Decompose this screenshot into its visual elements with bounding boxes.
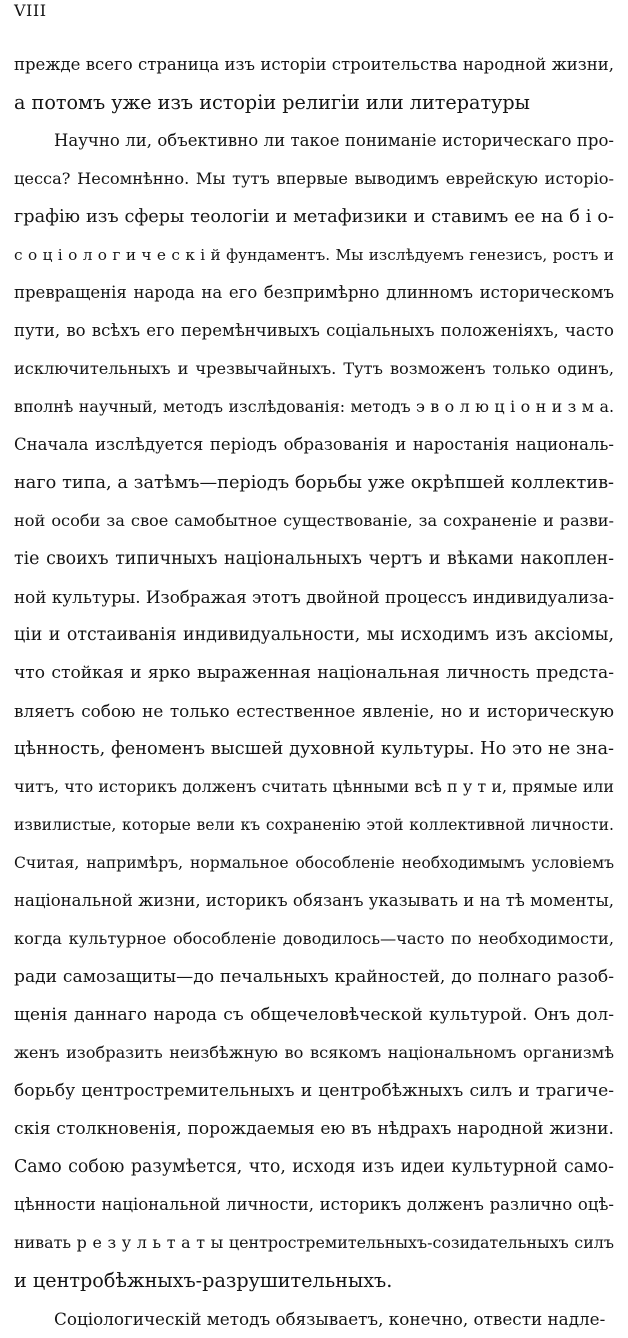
text-line: женъ изобразить неизбѣжную во всякомъ національномъ организмѣ [14, 1043, 614, 1062]
text-line: наго типа, а затѣмъ—періодъ борьбы уже окрѣпшей коллектив- [14, 473, 614, 493]
text-line: борьбу центростремительныхъ и центробѣжныхъ силъ и трагиче- [14, 1081, 614, 1101]
text-line: скія столкновенія, порождаемыя ею въ нѣдрахъ народной жизни. [14, 1119, 614, 1139]
text-line: Само собою разумѣется, что, исходя изъ идеи культурной само- [14, 1157, 614, 1177]
text-line: а потомъ уже изъ исторіи религіи или литературы [14, 91, 530, 114]
text-line: Сначала изслѣдуется періодъ образованія и наростанія националь- [14, 435, 614, 454]
text-line: цѣнности національной личности, историкъ долженъ различно оцѣ- [14, 1195, 614, 1214]
text-line: прежде всего страница изъ исторіи строительства народной жизни, [14, 55, 614, 74]
text-block [14, 46, 614, 1338]
text-line: щенія даннаго народа съ общечеловѣческой культурой. Онъ дол- [14, 1005, 614, 1025]
text-line: Считая, напримѣръ, нормальное обособленіе необходимымъ условіемъ [14, 854, 614, 872]
text-line: с о ц і о л о г и ч е с к і й фундаментъ. Мы изслѣдуемъ генезисъ, ростъ и [14, 246, 614, 264]
text-line: ной культуры. Изображая этотъ двойной процессъ индивидуализа- [14, 587, 614, 607]
text-line: и центробѣжныхъ-разрушительныхъ. [14, 1269, 393, 1292]
text-line: что стойкая и ярко выраженная національная личность предста- [14, 663, 614, 683]
text-line: читъ, что историкъ долженъ считать цѣнными всѣ п у т и, прямые или [14, 777, 614, 796]
text-line: графію изъ сферы теологіи и метафизики и ставимъ ее на б і о- [14, 207, 614, 227]
text-line: превращенія народа на его безпримѣрно длинномъ историческомъ [14, 283, 614, 302]
text-line: ради самозащиты—до печальныхъ крайностей, до полнаго разоб- [14, 967, 614, 987]
text-line: цѣнность, феноменъ высшей духовной культуры. Но это не зна- [14, 739, 614, 759]
page-number: VIII [14, 1, 47, 20]
text-line: національной жизни, историкъ обязанъ указывать и на тѣ моменты, [14, 891, 614, 910]
text-line: ной особи за свое самобытное существованіе, за сохраненіе и разви- [14, 511, 614, 530]
text-line: Научно ли, объективно ли такое пониманіе историческаго про- [54, 131, 614, 150]
text-line: нивать р е з у л ь т а т ы центростремительныхъ-созидательныхъ силъ [14, 1233, 614, 1252]
text-line: вляетъ собою не только естественное явленіе, но и историческую [14, 701, 614, 721]
text-line: цесса? Несомнѣнно. Мы тутъ впервые выводимъ еврейскую исторіо- [14, 169, 614, 188]
text-line: ціи и отстаиванія индивидуальности, мы исходимъ изъ аксіомы, [14, 625, 614, 645]
text-line: вполнѣ научный, методъ изслѣдованія: методъ э в о л ю ц і о н и з м а. [14, 397, 614, 416]
text-line: извилистые, которые вели къ сохраненію этой коллективной личности. [14, 816, 614, 834]
text-line: тіе своихъ типичныхъ національныхъ чертъ и вѣками накоплен- [14, 549, 614, 569]
text-line: пути, во всѣхъ его перемѣнчивыхъ соціальныхъ положеніяхъ, часто [14, 321, 614, 340]
text-line: Соціологическій методъ обязываетъ, конечно, отвести надле- [54, 1309, 606, 1329]
text-line: когда культурное обособленіе доводилось—часто по необходимости, [14, 929, 614, 948]
text-line: исключительныхъ и чрезвычайныхъ. Тутъ возможенъ только одинъ, [14, 359, 614, 378]
